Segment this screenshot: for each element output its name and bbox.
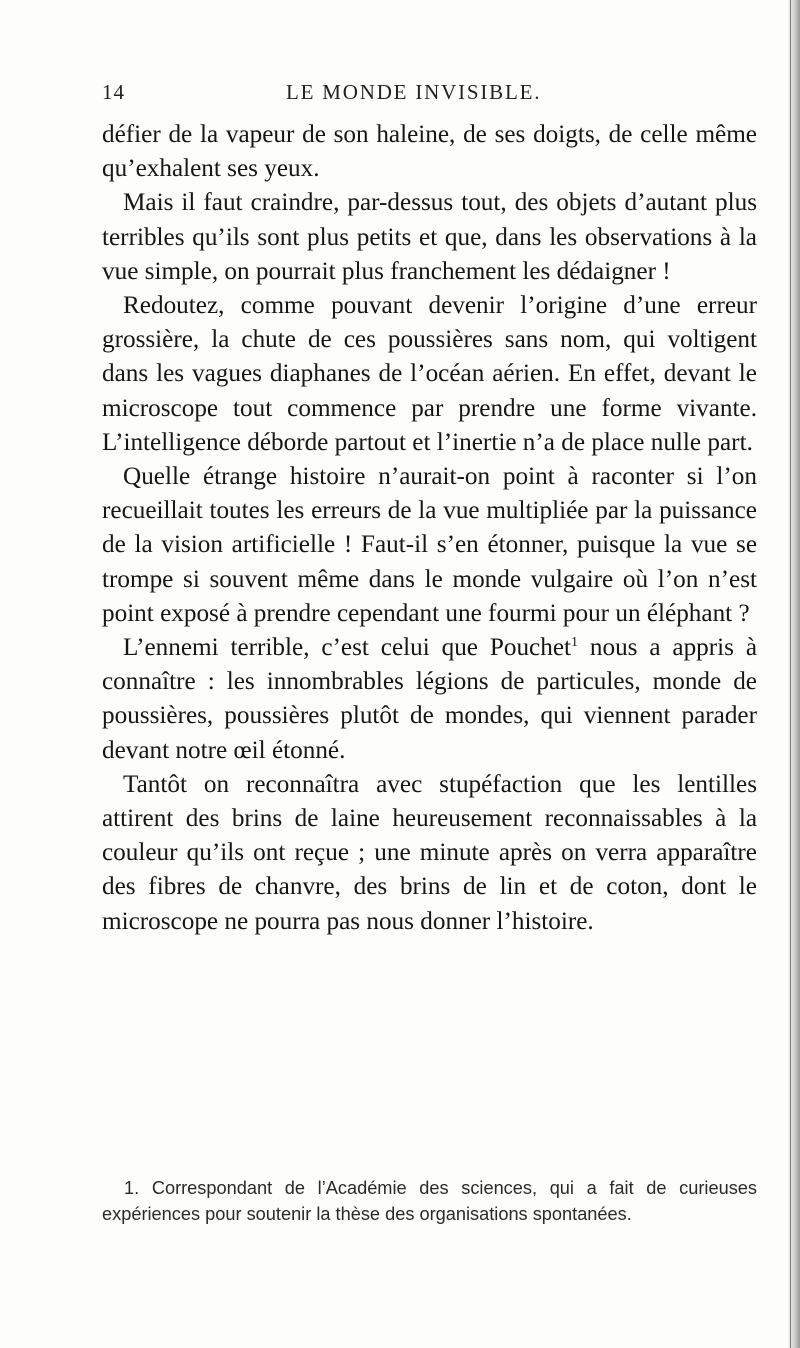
footnote — [102, 1176, 757, 1227]
paragraph-continuation: défier de la vapeur de son haleine, de ses doigts, de celle même qu’exhalent ses yeux. — [102, 121, 757, 183]
paragraph: Redoutez, comme pouvant devenir l’origine d’une erreur grossière, la chute de ces poussières sans nom, qui voltigent dans les vagues diaphanes de l’océan aérien. En effet, devant le microscope tout commence par prendre une forme vivante. L’intelligence déborde partout et l’inertie n’a de place nulle part. — [102, 292, 757, 456]
paragraph: Quelle étrange histoire n’aurait-on point à raconter si l’on recueillait toutes les erreurs de la vue multipliée par la puissance de la vision artificielle ! Faut-il s’en étonner, puisque la vue se trompe si souvent même dans le monde vulgaire où l’on n’est point exposé à prendre cependant une fourmi pour un éléphant ? — [102, 463, 757, 627]
footnote-reference[interactable]: 1 — [571, 635, 578, 651]
footnote-text: 1. Correspondant de l’Académie des sciences, qui a fait de curieuses expériences pour soutenir la thèse des organisations spontanées. — [102, 1178, 757, 1224]
body-text — [102, 118, 757, 939]
paragraph-with-footnote-ref — [102, 631, 757, 768]
page-header — [102, 80, 622, 116]
page-edge-line — [790, 0, 791, 1348]
page-number: 14 — [102, 80, 125, 104]
paragraph: Mais il faut craindre, par-dessus tout, des objets d’autant plus terribles qu’ils sont plus petits et que, dans les observations à la vue simple, on pourrait plus franchement les dédaigner ! — [102, 189, 757, 285]
paragraph: Tantôt on reconnaîtra avec stupéfaction que les lentilles attirent des brins de laine heureusement reconnaissables à la couleur qu’ils ont reçue ; une minute après on verra apparaître des fibres de chanvre, des brins de lin et de coton, dont le microscope ne pourra pas nous donner l’histoire. — [102, 770, 757, 935]
paragraph-text-after-ref: nous a appris à connaître : les innombrables légions de particules, monde de poussières, poussières plutôt de mondes, qui viennent parader devant notre œil étonné. — [102, 634, 757, 764]
paragraph-text-before-ref: L’ennemi terrible, c’est celui que Pouchet — [123, 634, 571, 662]
running-title: LE MONDE INVISIBLE. — [286, 80, 542, 104]
